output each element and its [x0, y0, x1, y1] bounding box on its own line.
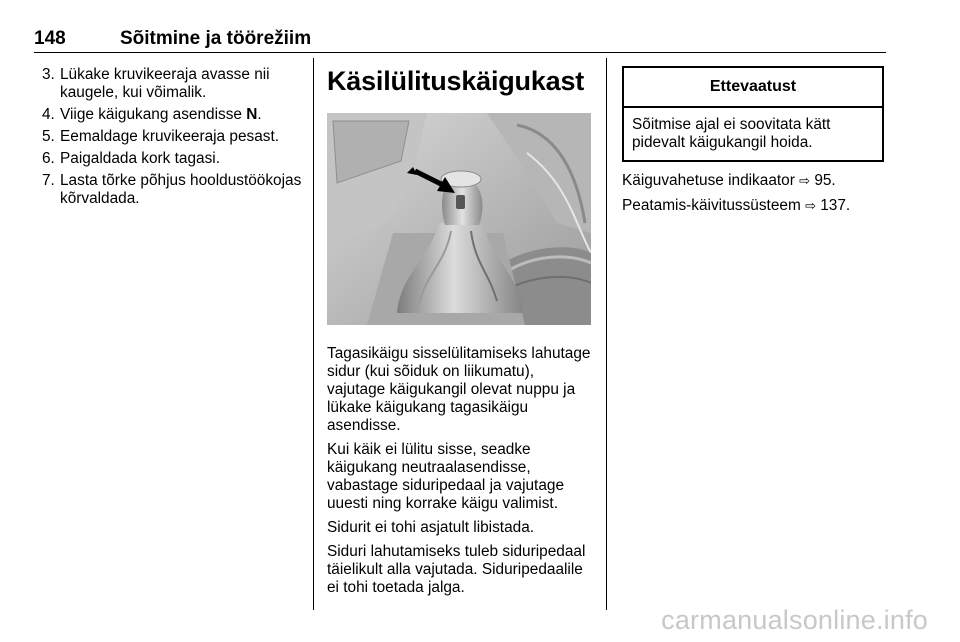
step-number: 3. — [42, 66, 55, 83]
paragraph: Sidurit ei tohi asjatult libistada. — [327, 519, 535, 536]
gear-lever-figure — [327, 113, 591, 325]
step-number: 7. — [42, 172, 55, 189]
step-text: Eemaldage kruvikeeraja pesast. — [60, 128, 280, 145]
step-number: 5. — [42, 128, 55, 145]
page-number: 148 — [34, 28, 66, 49]
column-middle — [327, 66, 595, 603]
step-text: Paigaldada kork tagasi. — [60, 150, 220, 167]
list-item — [42, 106, 304, 124]
reference-text: Peatamis-käivitussüsteem — [622, 197, 801, 214]
column-divider — [313, 58, 314, 610]
column-right — [622, 66, 890, 222]
section-title: Käsilülituskäigukast — [327, 66, 585, 96]
list-item — [42, 66, 304, 102]
caution-text: Sõitmise ajal ei soovitata kätt pidevalt käigukangil hoida. — [632, 116, 831, 151]
paragraph: Siduri lahutamiseks tuleb siduripedaal täielikult alla vajutada. Siduripedaalile ei tohi toetada jalga. — [327, 543, 586, 596]
step-number: 4. — [42, 106, 55, 123]
column-divider — [606, 58, 607, 610]
list-item — [42, 150, 304, 168]
page-ref-arrow-icon: ⇨ — [799, 173, 811, 188]
step-number: 6. — [42, 150, 55, 167]
step-text: Lasta tõrke põhjus hooldustöökojas kõrvaldada. — [60, 172, 302, 207]
chapter-title: Sõitmine ja töörežiim — [120, 28, 312, 49]
step-text-end: . — [257, 106, 262, 123]
reference-line — [622, 172, 890, 190]
gear-position-n: N — [246, 106, 258, 123]
paragraph: Kui käik ei lülitu sisse, seadke käigukang neutraalasendisse, vabastage siduripedaal ja vajutage uuesti ning korrake käigu valimist. — [327, 441, 565, 512]
reference-page[interactable]: 95. — [814, 172, 836, 189]
step-text: Lükake kruvikeeraja avasse nii kaugele, kui võimalik. — [60, 66, 270, 101]
caution-title: Ettevaatust — [624, 68, 882, 108]
list-item — [42, 128, 304, 146]
page-header — [34, 26, 886, 53]
list-item — [42, 172, 304, 208]
gear-lever-illustration — [327, 113, 591, 325]
paragraph: Tagasikäigu sisselülitamiseks lahutage sidur (kui sõiduk on liikumatu), vajutage käigukangil olevat nuppu ja lükake käigukang tagasikäigu asendisse. — [327, 345, 591, 434]
step-text: Viige käigukang asendisse — [60, 106, 247, 123]
column-left — [42, 66, 304, 212]
page-ref-arrow-icon: ⇨ — [805, 198, 816, 213]
instruction-steps — [42, 66, 304, 208]
reference-line — [622, 197, 890, 215]
cross-references — [622, 172, 890, 215]
reference-page[interactable]: 137. — [820, 197, 851, 214]
watermark: carmanualsonline.info — [661, 605, 928, 635]
caution-box — [622, 66, 884, 162]
reference-text: Käiguvahetuse indikaator — [622, 172, 795, 189]
